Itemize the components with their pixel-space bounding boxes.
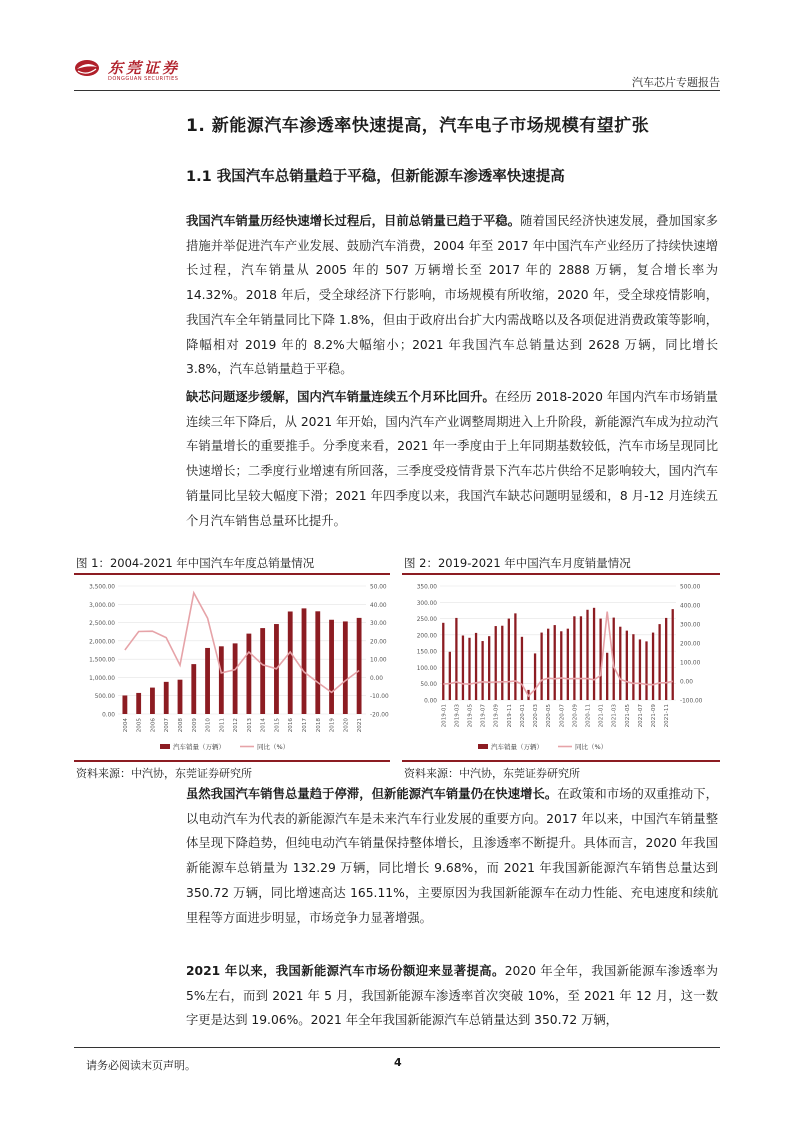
bar (658, 624, 660, 700)
bar (329, 620, 334, 714)
x-tick-label: 2019-07 (480, 704, 487, 728)
figure-2-rule (402, 573, 720, 575)
y-right-tick-label: 40.00 (370, 602, 387, 609)
y-right-tick-label: 500.00 (680, 584, 701, 591)
x-tick-label: 2019-09 (493, 704, 500, 728)
y-right-tick-label: 0.00 (370, 675, 383, 682)
bar (442, 623, 444, 700)
y-left-tick-label: 3,500.00 (89, 584, 115, 591)
x-tick-label: 2007 (164, 718, 171, 733)
bar (488, 636, 490, 700)
x-tick-label: 2021-05 (624, 704, 631, 728)
figure-1-chart (74, 576, 392, 758)
y-right-tick-label: 200.00 (680, 641, 701, 648)
bar (246, 634, 251, 714)
y-left-tick-label: 100.00 (416, 665, 437, 672)
x-tick-label: 2013 (246, 718, 253, 733)
section-heading: 1. 新能源汽车渗透率快速提高，汽车电子市场规模有望扩张 (186, 116, 650, 136)
y-right-tick-label: -100.00 (680, 698, 703, 705)
series-line (443, 612, 672, 696)
bar (481, 641, 483, 700)
x-tick-label: 2021-11 (664, 704, 671, 728)
x-tick-label: 2020-11 (585, 704, 592, 728)
x-tick-label: 2021-01 (598, 704, 605, 728)
y-left-tick-label: 0.00 (424, 698, 437, 705)
y-right-tick-label: 100.00 (680, 660, 701, 667)
y-right-tick-label: 50.00 (370, 584, 387, 591)
bar (205, 648, 210, 714)
x-tick-label: 2020 (343, 718, 350, 733)
x-tick-label: 2012 (233, 718, 240, 733)
subsection-heading: 1.1 我国汽车总销量趋于平稳，但新能源车渗透率快速提高 (186, 169, 565, 185)
paragraph-1 (186, 209, 718, 382)
bar (652, 633, 654, 700)
figure-1-rule (74, 573, 390, 575)
legend-label: 同比（%） (575, 743, 608, 751)
bar (547, 629, 549, 700)
figure-1-title: 图 1：2004-2021 年中国汽车年度总销量情况 (76, 556, 315, 570)
figure-1-bottom-rule (74, 760, 390, 762)
y-left-tick-label: 150.00 (416, 649, 437, 656)
x-tick-label: 2008 (178, 718, 184, 733)
paragraph-lead: 我国汽车销量历经快速增长过程后，目前总销量已趋于平稳。 (186, 214, 521, 228)
y-right-tick-label: 30.00 (370, 621, 387, 628)
x-tick-label: 2006 (150, 718, 157, 733)
bar (586, 610, 588, 700)
legend-bar-swatch (478, 744, 488, 749)
paragraph-body: 随着国民经济快速发展，叠加国家多措施并举促进汽车产业发展、鼓励汽车消费，2004 年至 2017 年中国汽车产业经历了持续快速增长过程，汽车销量从 2005 年的 507 万辆增长至 2017 年的 2888 万辆，复合增长率为 14.32%。2018 年后，受全球经济下行影响，市场规模有所收缩，2020 年，受全球疫情影响，我国汽车全年销量同比下降 1.8%，但由于政府出台扩大内需战略以及各项促进消费政策等影响，降幅相对 2019 年的 8.2%大幅缩小；2021 年我国汽车总销量达到 2628 万辆，同比增长 3.8%，汽车总销量趋于平稳。 (186, 214, 718, 377)
bar (343, 621, 348, 714)
bar (626, 631, 628, 700)
bar (534, 653, 536, 700)
y-left-tick-label: 350.00 (416, 584, 437, 591)
x-tick-label: 2019 (329, 718, 336, 733)
bar (219, 646, 224, 714)
bar (475, 633, 477, 700)
bar (665, 618, 667, 700)
figure-2-chart (402, 576, 720, 758)
bar (150, 688, 155, 714)
paragraph-3 (186, 782, 718, 930)
x-tick-label: 2019-11 (506, 704, 513, 728)
y-left-tick-label: 50.00 (420, 682, 437, 689)
bar (567, 629, 569, 700)
paragraph-lead: 缺芯问题逐步缓解，国内汽车销量连续五个月环比回升。 (186, 390, 495, 404)
legend-bar-swatch (160, 744, 170, 749)
paragraph-body: 2020 年全年，我国新能源车渗透率为 5%左右，而到 2021 年 5 月，我国新能源车渗透率首次突破 10%，至 2021 年 12 月，这一数字更是达到 19.06%。2021 年全年我国新能源汽车总销量达到 350.72 万辆， (186, 964, 718, 1028)
bar (260, 628, 265, 714)
bar (508, 619, 510, 700)
logo-emblem-icon (74, 57, 100, 79)
bar (672, 609, 674, 700)
legend-label: 同比（%） (257, 743, 290, 751)
x-tick-label: 2018 (315, 718, 322, 733)
figure-2-title: 图 2：2019-2021 年中国汽车月度销量情况 (404, 556, 631, 570)
bar (554, 625, 556, 700)
x-tick-label: 2021 (357, 718, 364, 733)
x-tick-label: 2016 (288, 718, 295, 733)
y-right-tick-label: 10.00 (370, 657, 387, 664)
bar (632, 634, 634, 700)
bar (495, 626, 497, 700)
y-right-tick-label: 20.00 (370, 639, 387, 646)
paragraph-lead: 2021 年以来，我国新能源汽车市场份额迎来显著提高。 (186, 964, 505, 978)
bar (462, 636, 464, 700)
figure-2-bottom-rule (402, 760, 720, 762)
page-header (74, 52, 720, 92)
x-tick-label: 2019-05 (467, 704, 474, 728)
bar (540, 633, 542, 700)
x-tick-label: 2020-07 (559, 704, 566, 728)
y-left-tick-label: 300.00 (416, 600, 437, 607)
bar (521, 637, 523, 700)
x-tick-label: 2021-07 (637, 704, 644, 728)
figure-2-source: 资料来源：中汽协，东莞证券研究所 (404, 767, 580, 780)
x-tick-label: 2014 (260, 718, 267, 733)
x-tick-label: 2020-05 (546, 704, 553, 728)
y-right-tick-label: 400.00 (680, 603, 701, 610)
bar (164, 682, 169, 714)
y-left-tick-label: 2,000.00 (89, 639, 115, 646)
page-number: 4 (394, 1056, 402, 1069)
bar (191, 664, 196, 714)
bar (315, 611, 320, 714)
bar (449, 652, 451, 700)
x-tick-label: 2019-03 (454, 704, 461, 728)
y-right-tick-label: 0.00 (680, 679, 693, 686)
y-right-tick-label: -20.00 (370, 712, 389, 719)
bar (288, 611, 293, 714)
footer-divider (74, 1047, 720, 1048)
bar (560, 631, 562, 700)
bar (573, 616, 575, 700)
x-tick-label: 2015 (274, 718, 281, 733)
bar (122, 695, 127, 714)
y-left-tick-label: 200.00 (416, 633, 437, 640)
y-left-tick-label: 1,000.00 (89, 675, 115, 682)
bar (357, 618, 362, 714)
bar (136, 693, 141, 714)
x-tick-label: 2010 (205, 718, 212, 733)
footer-disclaimer: 请务必阅读末页声明。 (86, 1059, 196, 1072)
bar (514, 613, 516, 700)
paragraph-4 (186, 959, 718, 1033)
bar (619, 627, 621, 700)
y-left-tick-label: 0.00 (102, 712, 115, 719)
y-right-tick-label: 300.00 (680, 622, 701, 629)
bar (599, 619, 601, 700)
bar (178, 680, 183, 714)
bar (233, 643, 238, 714)
bar (606, 653, 608, 700)
paragraph-body: 在经历 2018-2020 年国内汽车市场销量连续三年下降后，从 2021 年开始，国内汽车产业调整周期进入上升阶段，新能源汽车成为拉动汽车销量增长的重要推手。分季度来看，2021 年一季度由于上年同期基数较低，汽车市场呈现同比快速增长；二季度行业增速有所回落，三季度受疫情背景下汽车芯片供给不足影响较大，国内汽车销量同比呈较大幅度下滑；2021 年四季度以来，我国汽车缺芯问题明显缓和，8 月-12 月连续五个月汽车销售总量环比提升。 (186, 390, 718, 528)
x-tick-label: 2011 (219, 718, 226, 733)
paragraph-2 (186, 385, 718, 533)
paragraph-body: 在政策和市场的双重推动下，以电动汽车为代表的新能源汽车是未来汽车行业发展的重要方向。2017 年以来，中国汽车销量整体呈现下降趋势，但纯电动汽车销量保持整体增长，且渗透率不断提升。具体而言，2020 年我国新能源车总销量为 132.29 万辆，同比增长 9.68%，而 2021 年我国新能源汽车销售总量达到 350.72 万辆，同比增速高达 165.11%，主要原因为我国新能源车在动力性能、充电速度和续航里程等方面进步明显，市场竞争力显著增强。 (186, 787, 718, 925)
y-left-tick-label: 2,500.00 (89, 621, 115, 628)
y-left-tick-label: 1,500.00 (89, 657, 115, 664)
bar (645, 641, 647, 700)
bar (639, 639, 641, 700)
bar (302, 608, 307, 714)
bar (455, 618, 457, 700)
bar (593, 608, 595, 700)
logo-subtext: DONGGUAN SECURITIES (108, 76, 179, 82)
x-tick-label: 2009 (191, 718, 198, 733)
figure-1-source: 资料来源：中汽协，东莞证券研究所 (76, 767, 252, 780)
x-tick-label: 2017 (302, 718, 308, 733)
y-left-tick-label: 500.00 (94, 694, 115, 701)
x-tick-label: 2020-03 (533, 704, 540, 728)
legend-label: 汽车销量（万辆） (491, 743, 543, 751)
company-logo (74, 55, 204, 85)
y-left-tick-label: 3,000.00 (89, 602, 115, 609)
y-left-tick-label: 250.00 (416, 617, 437, 624)
x-tick-label: 2020-01 (519, 704, 526, 728)
x-tick-label: 2019-01 (441, 704, 448, 728)
x-tick-label: 2004 (122, 718, 129, 733)
legend-label: 汽车销量（万辆） (173, 743, 225, 751)
x-tick-label: 2020-09 (572, 704, 579, 728)
report-title: 汽车芯片专题报告 (632, 76, 720, 89)
y-right-tick-label: -10.00 (370, 694, 389, 701)
bar (501, 626, 503, 700)
x-tick-label: 2005 (136, 718, 143, 733)
bar (580, 616, 582, 700)
x-tick-label: 2021-09 (651, 704, 658, 728)
x-tick-label: 2021-03 (611, 704, 618, 728)
logo-text: 东莞证券 (108, 59, 181, 77)
bar (468, 638, 470, 700)
paragraph-lead: 虽然我国汽车销售总量趋于停滞，但新能源汽车销量仍在快速增长。 (186, 787, 558, 801)
header-divider (74, 90, 720, 91)
